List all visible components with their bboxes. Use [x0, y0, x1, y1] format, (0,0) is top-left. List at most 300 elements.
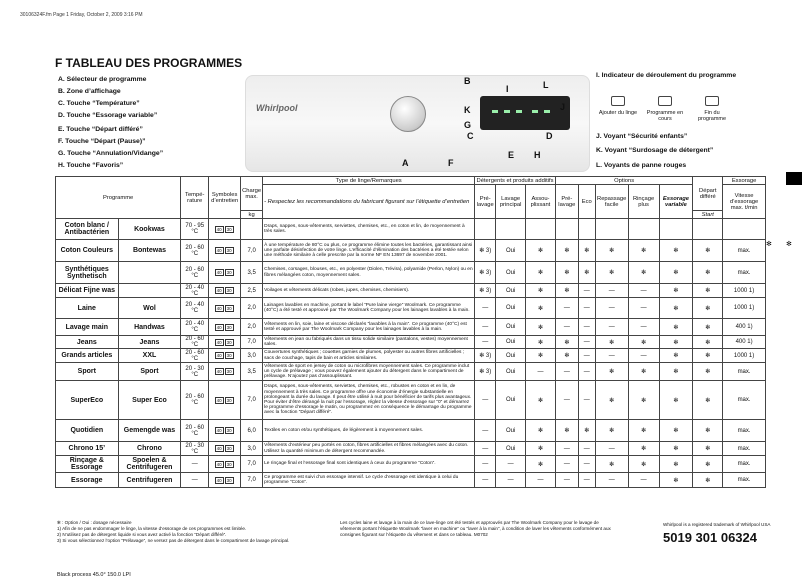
charge: 2,0	[241, 319, 263, 336]
symbols: 20 - 60 °C	[181, 240, 209, 262]
prog-fr: Rinçage & Essorage	[56, 456, 119, 473]
add-laundry-icon	[611, 96, 625, 106]
legend-l: L. Voyants de panne rouges	[596, 162, 687, 169]
softener: ✻	[526, 349, 556, 363]
callout-l: L	[543, 80, 549, 90]
table-row	[56, 219, 766, 240]
part-code: 5019 301 06324	[663, 530, 757, 545]
prog-fr: Chrono 15’	[56, 442, 119, 456]
table-row	[56, 240, 766, 262]
softener: —	[526, 363, 556, 381]
care-symbols: 40 30	[209, 381, 241, 420]
rinse-plus: —	[628, 319, 659, 336]
care-symbols: 40 30	[209, 456, 241, 473]
softener: ✻	[526, 240, 556, 262]
care-symbols: 40 30	[209, 240, 241, 262]
callout-b: B	[464, 76, 471, 86]
delay-start: ✻	[659, 473, 693, 488]
callout-i: I	[506, 84, 509, 94]
care-symbols: 40 30	[209, 219, 241, 240]
charge: 7,0	[241, 240, 263, 262]
opt-prewash: —	[555, 442, 578, 456]
softener: ✻	[526, 442, 556, 456]
prog-fr: Essorage	[56, 473, 119, 488]
variable-spin	[693, 219, 723, 240]
symbols: 20 - 60 °C	[181, 336, 209, 349]
main-det	[496, 219, 526, 240]
footnotes	[57, 520, 332, 544]
prog-fr: Laine	[56, 298, 119, 319]
prog-fr: Jeans	[56, 336, 119, 349]
prog-nl: Wol	[118, 298, 181, 319]
legend-k: K. Voyant “Surdosage de détergent”	[596, 147, 714, 154]
callout-c: C	[467, 131, 474, 141]
side-mark-right: ✻	[786, 241, 792, 248]
prog-fr: Coton blanc / Antibactérien	[56, 219, 119, 240]
header-detergents: Détergents et produits additifs	[476, 177, 554, 184]
delay-start	[659, 219, 693, 240]
symbols: 20 - 40 °C	[181, 298, 209, 319]
icon-label-end: Fin du programme	[697, 110, 727, 122]
softener: ✻	[526, 262, 556, 284]
prewash-det: ✻ 3)	[475, 240, 496, 262]
prewash-det: —	[475, 319, 496, 336]
rinse-plus: ✻	[628, 240, 659, 262]
prewash-det: ✻ 3)	[475, 349, 496, 363]
table-row	[56, 284, 766, 298]
prewash-det: —	[475, 442, 496, 456]
max-speed	[723, 219, 766, 240]
header-max-speed: Vitesse d’essorage max. t/min	[723, 185, 766, 219]
variable-spin: ✻	[693, 363, 723, 381]
legend-b: B. Zone d’affichage	[58, 88, 121, 95]
prog-nl: Chrono	[118, 442, 181, 456]
legend-f: F. Touche “Départ (Pause)”	[58, 138, 146, 145]
prewash-det: ✻ 3)	[475, 363, 496, 381]
care-symbols: 40 30	[209, 349, 241, 363]
charge: 3,0	[241, 349, 263, 363]
prog-nl: Jeans	[118, 336, 181, 349]
legend-j: J. Voyant “Sécurité enfants”	[596, 133, 688, 140]
main-det: Oui	[496, 349, 526, 363]
eco: ✻	[578, 262, 595, 284]
variable-spin: ✻	[693, 442, 723, 456]
delay-start: ✻	[659, 240, 693, 262]
max-speed: max.	[723, 442, 766, 456]
header-eco: Eco	[578, 185, 595, 219]
eco: —	[578, 336, 595, 349]
symbols: 20 - 60 °C	[181, 349, 209, 363]
programme-table	[55, 176, 766, 488]
legend-d: D. Touche “Essorage variable”	[58, 112, 158, 119]
main-det: —	[496, 456, 526, 473]
charge: 2,0	[241, 298, 263, 319]
prog-nl: Kookwas	[118, 219, 181, 240]
header-programme: Programme	[56, 177, 181, 219]
softener: ✻	[526, 381, 556, 420]
legend-i: I. Indicateur de déroulement du programme	[596, 72, 737, 79]
prewash-det: —	[475, 456, 496, 473]
easy-iron	[595, 219, 628, 240]
eco: —	[578, 456, 595, 473]
symbols: —	[181, 456, 209, 473]
rinse-plus: ✻	[628, 381, 659, 420]
header-temperature: Tempé-rature	[181, 177, 209, 219]
variable-spin: ✻	[693, 420, 723, 442]
opt-prewash: ✻	[555, 336, 578, 349]
opt-prewash: —	[555, 456, 578, 473]
charge: 3,0	[241, 442, 263, 456]
softener: ✻	[526, 284, 556, 298]
table-row	[56, 442, 766, 456]
easy-iron: ✻	[595, 456, 628, 473]
prog-nl: Centrifugeren	[118, 473, 181, 488]
display-zone	[480, 96, 570, 130]
header-spin: Essorage	[723, 177, 766, 185]
callout-f: F	[448, 158, 454, 168]
eco: —	[578, 473, 595, 488]
prog-nl: XXL	[118, 349, 181, 363]
charge: 7,0	[241, 336, 263, 349]
softener: ✻	[526, 298, 556, 319]
max-speed: 1000 1)	[723, 284, 766, 298]
header-note: - Respectez les recommandations du fabricant figurant sur l’étiquette d’entretien	[263, 185, 475, 219]
description: Voilages et vêtements délicats (robes, jupes, chemises, chemisiers).	[263, 284, 475, 298]
header-prewash: Pré-lavage	[475, 185, 496, 219]
eco: —	[578, 381, 595, 420]
description: Chemises, corsages, blouses, etc., en polyester (Diolen, Trévira), polyamide (Perlon, Nylon) ou en fibres mélangées coton, moyennement sales.	[263, 262, 475, 284]
max-speed: max.	[723, 240, 766, 262]
variable-spin: ✻	[693, 336, 723, 349]
easy-iron: ✻	[595, 262, 628, 284]
delay-start: ✻	[659, 363, 693, 381]
max-speed: max.	[723, 473, 766, 488]
footnote-2: 2) N’utilisez pas de détergent liquide si vous avez activé la fonction “Départ différé”.	[57, 532, 227, 537]
softener: —	[526, 473, 556, 488]
easy-iron: ✻	[595, 240, 628, 262]
main-det: Oui	[496, 319, 526, 336]
main-det: Oui	[496, 363, 526, 381]
charge: 6,0	[241, 420, 263, 442]
easy-iron: —	[595, 284, 628, 298]
prog-fr: Synthétiques Synthetisch	[56, 262, 119, 284]
care-symbols: 40 30	[209, 420, 241, 442]
footnote-3: 3) Si vous sélectionnez l’option “Prélavage”, ne versez pas de détergent dans le compartiment de lavage principal.	[57, 538, 290, 543]
delay-start: ✻	[659, 284, 693, 298]
eco: ✻	[578, 420, 595, 442]
header-kg: kg	[241, 211, 263, 219]
charge: 3,5	[241, 262, 263, 284]
rinse-plus: —	[628, 284, 659, 298]
eco: —	[578, 284, 595, 298]
header-main-wash: Lavage principal	[496, 185, 526, 219]
delay-start: ✻	[659, 298, 693, 319]
opt-prewash: —	[555, 363, 578, 381]
callout-k: K	[464, 105, 471, 115]
callout-g: G	[464, 120, 472, 130]
delay-start: ✻	[659, 262, 693, 284]
program-running-icon	[658, 96, 672, 106]
table-row	[56, 473, 766, 488]
eco: —	[578, 363, 595, 381]
easy-iron: —	[595, 349, 628, 363]
care-symbols: 40 30	[209, 284, 241, 298]
prog-fr: SuperEco	[56, 381, 119, 420]
delay-start: ✻	[659, 442, 693, 456]
description: Vêtements de sport en jersey de coton ou microfibres moyennement sales. Ce programme inclut un cycle de prélavage ; vous pouvez également ajouter du détergent dans le compartiment de prélavage. N’ajoutez pas d’assouplissant.	[263, 363, 475, 381]
callout-h: H	[534, 150, 541, 160]
symbols: 20 - 40 °C	[181, 284, 209, 298]
legend-h: H. Touche “Favoris”	[58, 162, 124, 169]
easy-iron: —	[595, 442, 628, 456]
opt-prewash: —	[555, 319, 578, 336]
variable-spin: ✻	[693, 240, 723, 262]
main-det: Oui	[496, 336, 526, 349]
eco: —	[578, 349, 595, 363]
easy-iron: ✻	[595, 336, 628, 349]
prog-fr: Coton Couleurs	[56, 240, 119, 262]
callout-d: D	[546, 131, 553, 141]
prog-fr: Lavage main	[56, 319, 119, 336]
max-speed: max.	[723, 420, 766, 442]
care-symbols: 40 30	[209, 363, 241, 381]
easy-iron: ✻	[595, 420, 628, 442]
softener	[526, 219, 556, 240]
symbols: 20 - 40 °C	[181, 319, 209, 336]
softener: ✻	[526, 319, 556, 336]
main-det: Oui	[496, 240, 526, 262]
symbols: 70 - 95 °C	[181, 219, 209, 240]
description: Le rinçage final et l’essorage final sont identiques à ceux du programme “Coton”.	[263, 456, 475, 473]
rinse-plus: ✻	[628, 456, 659, 473]
callout-j: J	[560, 102, 566, 112]
rinse-plus: ✻	[628, 336, 659, 349]
eco: —	[578, 298, 595, 319]
prog-fr: Sport	[56, 363, 119, 381]
prog-fr: Délicat Fijne was	[56, 284, 119, 298]
icon-label-running: Programme en cours	[646, 110, 684, 122]
footnote-legend: ✻ : Option / Oui : dosage nécessaire	[57, 520, 132, 525]
language-tab	[786, 172, 802, 185]
rinse-plus: ✻	[628, 363, 659, 381]
prog-fr: Grands articles	[56, 349, 119, 363]
variable-spin: ✻	[693, 456, 723, 473]
opt-prewash	[555, 219, 578, 240]
legend-e: E. Touche “Départ différé”	[58, 126, 143, 133]
table-row	[56, 363, 766, 381]
description: Lainages lavables en machine, portant le label “Pure laine vierge” Woolmark. Ce programme (40°C) a été testé et approuvé par The Woolmark Company pour les lainages lavables à la main.	[263, 298, 475, 319]
header-symbols: Symboles d’entretien	[209, 177, 241, 219]
max-speed: max.	[723, 363, 766, 381]
table-body	[56, 219, 766, 488]
opt-prewash: ✻	[555, 349, 578, 363]
rinse-plus: ✻	[628, 420, 659, 442]
description: Vêtements d’extérieur peu portés en coton, fibres artificielles et fibres mélangées avec du coton. Utilisez la quantité minimum de détergent recommandée.	[263, 442, 475, 456]
max-speed: 400 1)	[723, 336, 766, 349]
icon-label-add: Ajouter du linge	[598, 110, 638, 116]
main-det: Oui	[496, 442, 526, 456]
header-start: Start	[693, 211, 723, 219]
table-row	[56, 349, 766, 363]
charge: 2,5	[241, 284, 263, 298]
prewash-det: —	[475, 473, 496, 488]
opt-prewash: ✻	[555, 262, 578, 284]
legend-c: C. Touche “Température”	[58, 100, 140, 107]
softener: ✻	[526, 336, 556, 349]
variable-spin: ✻	[693, 319, 723, 336]
description: Draps, nappes, sous-vêtements, serviettes, chemises, etc., robustes en coton et en lin, de moyennement à très sales. Ce programme offre une économie d’énergie substantielle en prolongeant la durée du lavage. Il peut être utilisé à nuit pour bénéficier de tarifs plus avantageux. Pour éviter d’être dérangé la nuit par l’essorage, réglez la vitesse d’essorage sur “0” et démarrez le programme d’essorage le matin, ou programmez en conséquence le démarrage du programme avec la fonction “Départ différé”.	[263, 381, 475, 420]
easy-iron: —	[595, 319, 628, 336]
charge	[241, 219, 263, 240]
main-det: Oui	[496, 420, 526, 442]
care-symbols: 40 30	[209, 262, 241, 284]
prog-nl: Handwas	[118, 319, 181, 336]
prewash-det: ✻ 3)	[475, 262, 496, 284]
table-row	[56, 336, 766, 349]
prewash-det: ✻ 3)	[475, 284, 496, 298]
print-footer: Black process 45.0° 150.0 LPI	[57, 572, 131, 578]
opt-prewash: ✻	[555, 240, 578, 262]
page-title: F TABLEAU DES PROGRAMMES	[55, 56, 243, 70]
eco: —	[578, 442, 595, 456]
header-opt-prewash: Pré-lavage	[555, 185, 578, 219]
care-symbols: 40 30	[209, 336, 241, 349]
main-det: Oui	[496, 262, 526, 284]
prog-nl: Gemengde was	[118, 420, 181, 442]
care-symbols: 40 30	[209, 473, 241, 488]
eco	[578, 219, 595, 240]
description: Vêtements en jean ou fabriqués dans un tissu solide similaire (pantalons, vestes) moyennement sales.	[263, 336, 475, 349]
side-mark-left: ✻	[766, 241, 772, 248]
prog-nl: Sport	[118, 363, 181, 381]
variable-spin: ✻	[693, 284, 723, 298]
main-det: Oui	[496, 298, 526, 319]
table-row	[56, 420, 766, 442]
symbols: 20 - 30 °C	[181, 442, 209, 456]
prog-fr: Quotidien	[56, 420, 119, 442]
delay-start: ✻	[659, 319, 693, 336]
header-charge: Charge max.	[241, 177, 263, 211]
description: Couvertures synthétiques ; couettes garnies de plumes, polyester ou autres fibres artificielles ; sacs de couchage, tapis de bain et articles similaires.	[263, 349, 475, 363]
rinse-plus: ✻	[628, 442, 659, 456]
rinse-plus: —	[628, 473, 659, 488]
table-row	[56, 456, 766, 473]
delay-start: ✻	[659, 381, 693, 420]
charge: 7,0	[241, 473, 263, 488]
table-row	[56, 298, 766, 319]
main-det: Oui	[496, 284, 526, 298]
easy-iron: —	[595, 473, 628, 488]
header-type: Type de linge/Remarques	[263, 177, 475, 185]
easy-iron: ✻	[595, 381, 628, 420]
delay-start: ✻	[659, 456, 693, 473]
prog-nl: Super Eco	[118, 381, 181, 420]
table-row	[56, 381, 766, 420]
max-speed: 400 1)	[723, 319, 766, 336]
rinse-plus	[628, 219, 659, 240]
callout-e: E	[508, 150, 515, 160]
header-easy-iron: Repassage facile	[595, 185, 628, 219]
softener: ✻	[526, 420, 556, 442]
care-symbols: 40 30	[209, 319, 241, 336]
callout-a: A	[402, 158, 409, 168]
variable-spin: ✻	[693, 473, 723, 488]
header-softener: Assou-plissant	[526, 185, 556, 219]
rinse-plus: —	[628, 298, 659, 319]
delay-start: ✻	[659, 420, 693, 442]
description: Draps, nappes, sous-vêtements, serviettes, chemises, etc., en coton et lin, de moyennement à très sales.	[263, 219, 475, 240]
header-variable-spin: Essorage variable	[659, 185, 693, 219]
softener: ✻	[526, 456, 556, 473]
rinse-plus: ✻	[628, 262, 659, 284]
max-speed: max.	[723, 381, 766, 420]
delay-start: ✻	[659, 336, 693, 349]
main-det: Oui	[496, 381, 526, 420]
prewash-det: —	[475, 381, 496, 420]
prewash-det: —	[475, 298, 496, 319]
header-delay-start: Départ différé	[693, 177, 723, 211]
legend-a: A. Sélecteur de programme	[58, 76, 147, 83]
opt-prewash: ✻	[555, 284, 578, 298]
header-rinse-plus: Rinçage plus	[628, 185, 659, 219]
opt-prewash: —	[555, 381, 578, 420]
woolmark-note: Les cycles laine et lavage à la main de ce lave-linge ont été testés et approuvés par The Woolmark Company pour le lavage de vêtements portant l’étiquette Woolmark “laver en machine” ou “laver à la main”, à condition de laver les vêtements conformément aux consignes figurant sur l’étiquette du vêtement et dans ce tableau. M0702	[340, 520, 611, 537]
variable-spin: ✻	[693, 381, 723, 420]
legend-g: G. Touche “Annulation/Vidange”	[58, 150, 164, 157]
prog-nl: Bontewas	[118, 240, 181, 262]
description: Textiles en coton et/ou synthétiques, de légèrement à moyennement sales.	[263, 420, 475, 442]
prog-nl	[118, 284, 181, 298]
symbols: —	[181, 473, 209, 488]
description: À une température de 80°C ou plus, ce programme élimine toutes les bactéries, garantissant ainsi une parfaite désinfection de votre linge. L’efficacité d’élimination des bactéries a été testée selon une méthode similaire à celle prescrite par la norme NF EN 13697 de novembre 2001.	[263, 240, 475, 262]
eco: ✻	[578, 240, 595, 262]
prog-nl	[118, 262, 181, 284]
easy-iron: ✻	[595, 363, 628, 381]
max-speed: 1000 1)	[723, 349, 766, 363]
easy-iron: —	[595, 298, 628, 319]
care-symbols: 40 30	[209, 442, 241, 456]
variable-spin: ✻	[693, 262, 723, 284]
opt-prewash: —	[555, 298, 578, 319]
prewash-det: —	[475, 420, 496, 442]
program-selector-dial	[390, 96, 426, 132]
max-speed: max.	[723, 456, 766, 473]
care-symbols: 40 30	[209, 298, 241, 319]
rinse-plus: —	[628, 349, 659, 363]
prog-nl: Spoelen & Centrifugeren	[118, 456, 181, 473]
charge: 7,0	[241, 381, 263, 420]
charge: 7,0	[241, 456, 263, 473]
program-end-icon	[705, 96, 719, 106]
charge: 3,5	[241, 363, 263, 381]
delay-start: ✻	[659, 349, 693, 363]
description: Ce programme est suivi d’un essorage intensif. Le cycle d’essorage est identique à celui du programme “Coton”.	[263, 473, 475, 488]
eco: —	[578, 319, 595, 336]
main-det: —	[496, 473, 526, 488]
header-options: Options	[555, 177, 693, 185]
symbols: 20 - 30 °C	[181, 363, 209, 381]
variable-spin: ✻	[693, 298, 723, 319]
symbols: 20 - 60 °C	[181, 262, 209, 284]
brand-logo: Whirlpool	[256, 103, 298, 113]
prewash-det	[475, 219, 496, 240]
footnote-1: 1) Afin de ne pas endommager le linge, la vitesse d’essorage de ces programmes est limitée.	[57, 526, 247, 531]
opt-prewash: ✻	[555, 420, 578, 442]
description: Vêtements en lin, soie, laine et viscose déclarés “lavables à la main”. Ce programme (40°C) est testé et approuvé par The Woolmark Company pour les lainages lavables à la main.	[263, 319, 475, 336]
variable-spin: ✻	[693, 349, 723, 363]
table-row	[56, 319, 766, 336]
max-speed: 1000 1)	[723, 298, 766, 319]
